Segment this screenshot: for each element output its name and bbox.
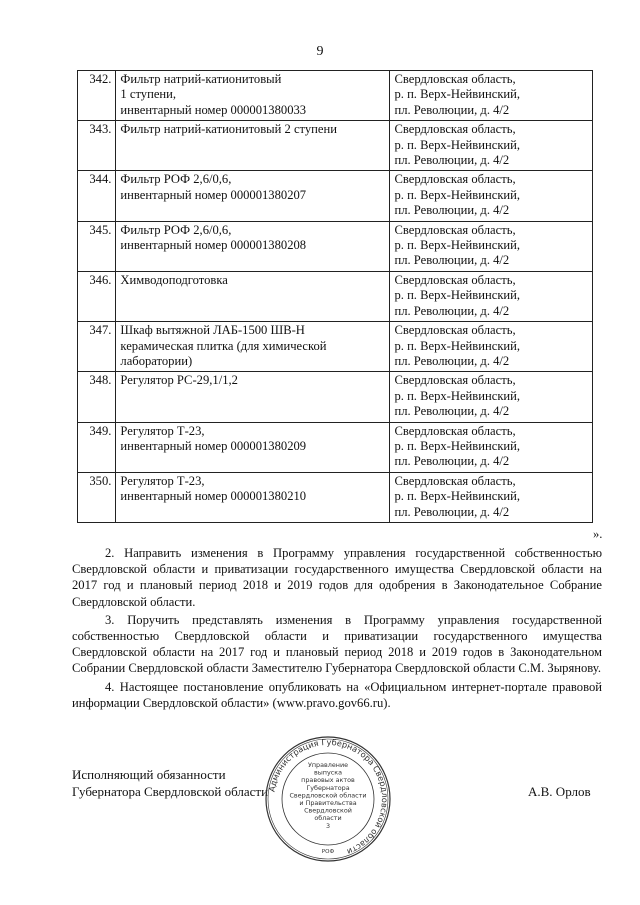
table-row [78, 171, 593, 221]
item-address-line: пл. Революции, д. 4/2 [394, 153, 510, 168]
item-address [390, 422, 593, 472]
seal-inner-line: и Правительства [299, 799, 357, 807]
table-row [78, 221, 593, 271]
item-name-line: Регулятор Т-23, [120, 423, 205, 438]
item-address [390, 372, 593, 422]
item-address-line: р. п. Верх-Нейвинский, [394, 489, 521, 504]
item-name-line: инвентарный номер 000001380207 [120, 187, 307, 202]
item-name [116, 422, 390, 472]
item-address-line: р. п. Верх-Нейвинский, [394, 187, 521, 202]
table-row [78, 271, 593, 321]
resolution-paragraphs [72, 545, 602, 713]
row-number: 346. [78, 271, 116, 321]
row-number: 344. [78, 171, 116, 221]
item-name-line: Фильтр натрий-катионитовый 2 ступени [120, 122, 337, 137]
row-number: 349. [78, 422, 116, 472]
item-address-line: р. п. Верх-Нейвинский, [394, 87, 521, 102]
item-address-line: р. п. Верх-Нейвинский, [394, 238, 521, 253]
item-address-line: Свердловская область, [394, 373, 516, 388]
item-address-line: Свердловская область, [394, 222, 516, 237]
item-name [116, 322, 390, 372]
seal-inner-line: области [314, 814, 342, 823]
item-address-line: пл. Революции, д. 4/2 [394, 203, 510, 218]
paragraph-3: 3. Поручить представлять изменения в Программу управления государственной собственностью Свердловской области и приватизации государственного имущества Свердловской области на 2017 год и плановый период 2018 и 2019 годов в Законодательном Собрании Свердловской области Заместителю Губернатора Свердловской области С.М. Зырянову. [72, 612, 602, 676]
item-address-line: р. п. Верх-Нейвинский, [394, 438, 521, 453]
table-row [78, 71, 593, 121]
item-name [116, 271, 390, 321]
property-table-body [78, 71, 593, 523]
item-name-line: инвентарный номер 000001380208 [120, 238, 307, 253]
seal-inner-line: 3 [325, 821, 331, 830]
item-name-line: инвентарный номер 000001380210 [120, 489, 307, 504]
signatory-title-line1: Исполняющий обязанности [72, 767, 226, 782]
seal-inner-line: Свердловской [304, 806, 352, 815]
signatory-name: А.В. Орлов [528, 784, 591, 799]
page-number: 9 [316, 44, 324, 59]
item-name [116, 171, 390, 221]
item-name-line: инвентарный номер 000001380033 [120, 102, 307, 117]
table-row [78, 472, 593, 522]
item-address [390, 121, 593, 171]
item-address-line: Свердловская область, [394, 122, 516, 137]
item-address-line: Свердловская область, [394, 72, 516, 86]
item-name [116, 372, 390, 422]
seal-inner-line: Губернатора [306, 783, 350, 792]
table-row [78, 121, 593, 171]
closing-quote: ». [593, 527, 603, 541]
seal-outer-text: Администрация Губернатора Свердловской области [266, 736, 391, 858]
paragraph-2: 2. Направить изменения в Программу управления государственной собственностью Свердловской области и приватизации государственного имущества Свердловской области на 2017 год и плановый период 2018 и 2019 годов для одобрения в Законодательное Собрание Свердловской области. [72, 546, 602, 609]
signatory-title [72, 766, 268, 800]
item-name [116, 221, 390, 271]
item-name-line: Фильтр натрий-катионитовый [120, 72, 282, 86]
item-address-line: пл. Революции, д. 4/2 [394, 454, 510, 469]
item-name-line: Шкаф вытяжной ЛАБ-1500 ШВ-Н [120, 323, 305, 338]
item-name-line: Регулятор Т-23, [120, 473, 205, 488]
item-address-line: Свердловская область, [394, 423, 516, 438]
item-address-line: пл. Революции, д. 4/2 [394, 102, 510, 117]
item-address-line: р. п. Верх-Нейвинский, [394, 288, 521, 303]
signatory-title-line2: Губернатора Свердловской области [72, 784, 269, 799]
item-address-line: Свердловская область, [394, 473, 516, 488]
table-row [78, 422, 593, 472]
item-name [116, 121, 390, 171]
item-address [390, 472, 593, 522]
seal-inner-line: Управление [307, 761, 349, 769]
seal-inner-line: выпуска [313, 768, 343, 777]
item-address [390, 171, 593, 221]
item-address-line: Свердловская область, [394, 272, 516, 287]
item-address-line: р. п. Верх-Нейвинский, [394, 338, 521, 353]
item-address-line: пл. Революции, д. 4/2 [394, 404, 510, 419]
item-address [390, 221, 593, 271]
official-seal [264, 735, 392, 863]
table-row [78, 322, 593, 372]
property-table [77, 70, 593, 523]
seal-bottom-text: РОФ [321, 849, 335, 855]
row-number: 342. [78, 71, 116, 121]
row-number: 345. [78, 221, 116, 271]
item-address-line: пл. Революции, д. 4/2 [394, 253, 510, 268]
item-address [390, 271, 593, 321]
item-address-line: Свердловская область, [394, 323, 516, 338]
item-address-line: р. п. Верх-Нейвинский, [394, 388, 521, 403]
item-address-line: пл. Революции, д. 4/2 [394, 303, 510, 318]
item-name-line: Фильтр РОФ 2,6/0,6, [120, 172, 232, 187]
item-name-line: Регулятор РС-29,1/1,2 [120, 373, 238, 388]
table-row [78, 372, 593, 422]
paragraph-4: 4. Настоящее постановление опубликовать на «Официальном интернет-портале правовой информации Свердловской области» (www.pravo.gov66.ru). [72, 679, 602, 710]
row-number: 343. [78, 121, 116, 171]
item-name-line: инвентарный номер 000001380209 [120, 438, 307, 453]
row-number: 350. [78, 472, 116, 522]
item-name-line: Фильтр РОФ 2,6/0,6, [120, 222, 232, 237]
item-address-line: пл. Революции, д. 4/2 [394, 353, 510, 368]
item-name [116, 472, 390, 522]
item-name-line: 1 ступени, [120, 87, 177, 102]
item-address [390, 71, 593, 121]
item-name [116, 71, 390, 121]
seal-inner-line: Свердловской области [289, 791, 367, 800]
item-address-line: пл. Революции, д. 4/2 [394, 504, 510, 519]
item-address-line: Свердловская область, [394, 172, 516, 187]
item-name-line: керамическая плитка (для химической [120, 338, 327, 353]
row-number: 347. [78, 322, 116, 372]
item-name-line: лаборатории) [120, 353, 193, 368]
item-address-line: р. п. Верх-Нейвинский, [394, 137, 521, 152]
row-number: 348. [78, 372, 116, 422]
seal-inner-line: правовых актов [301, 776, 355, 785]
item-name-line: Химводоподготовка [120, 272, 228, 287]
item-address [390, 322, 593, 372]
